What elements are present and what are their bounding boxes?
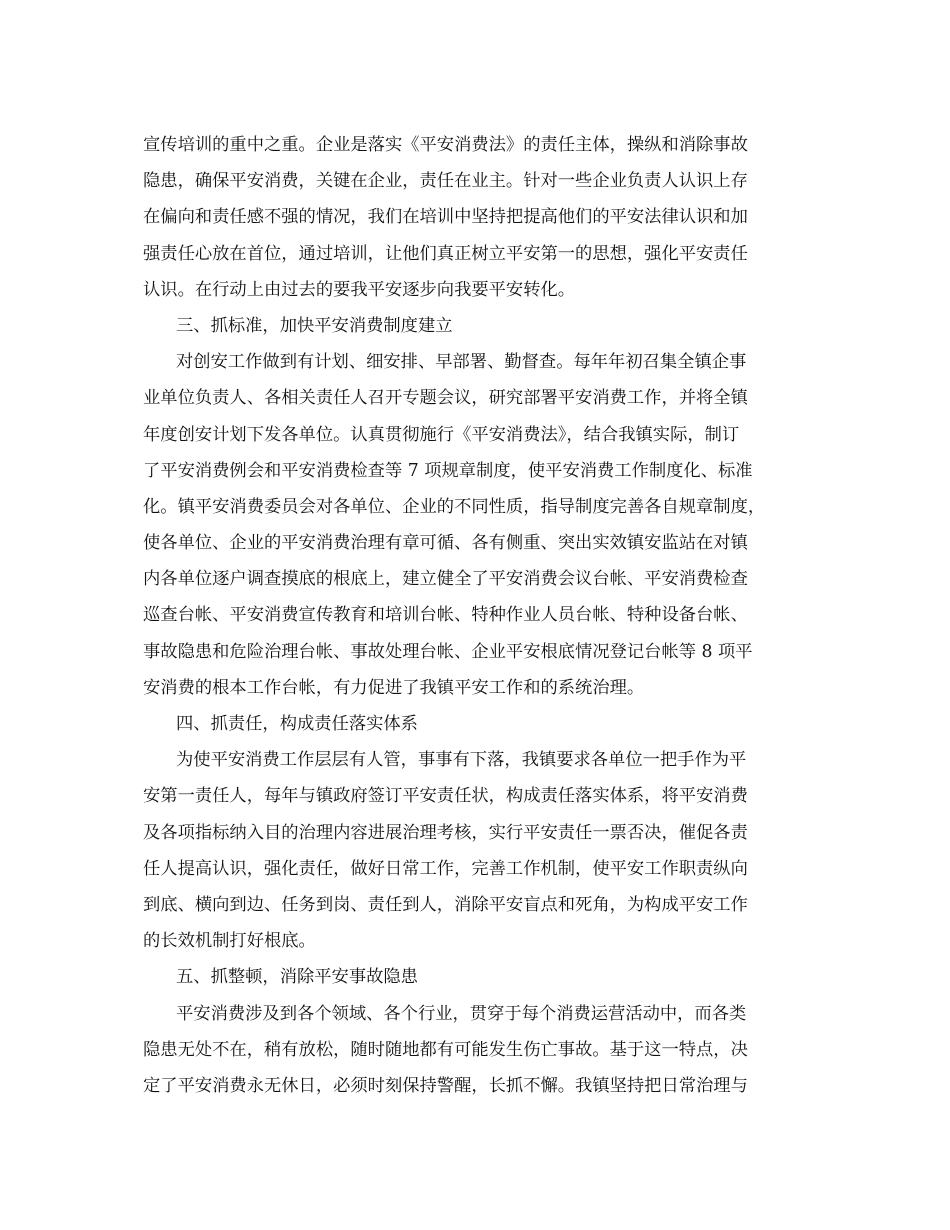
text-line: 化。镇平安消费委员会对各单位、企业的不同性质，指导制度完善各自规章制度， bbox=[143, 496, 766, 517]
text-line: 平安消费涉及到各个领域、各个行业，贯穿于每个消费运营活动中，而各类 bbox=[176, 1003, 747, 1024]
text-line: 业单位负责人、各相关责任人召开专题会议，研究部署平安消费工作，并将全镇 bbox=[143, 388, 748, 409]
text-line: 的长效机制打好根底。 bbox=[143, 931, 316, 952]
text-line: 四、抓责任，构成责任落实体系 bbox=[176, 714, 418, 734]
text-line: 了平安消费例会和平安消费检查等 7 项规章制度，使平安消费工作制度化、标准 bbox=[143, 460, 753, 481]
text-line: 使各单位、企业的平安消费治理有章可循、各有侧重、突出实效镇安监站在对镇 bbox=[143, 533, 748, 554]
text-line: 五、抓整顿，消除平安事故隐患 bbox=[176, 967, 418, 988]
text-line: 巡查台帐、平安消费宣传教育和培训台帐、特种作业人员台帐、特种设备台帐、 bbox=[143, 605, 748, 626]
text-line: 在偏向和责任感不强的情况，我们在培训中坚持把提高他们的平安法律认识和加 bbox=[143, 207, 748, 228]
text-line: 事故隐患和危险治理台帐、事故处理台帐、企业平安根底情况登记台帐等 8 项平 bbox=[143, 641, 753, 662]
text-line: 隐患，确保平安消费，关键在企业，责任在业主。针对一些企业负责人认识上存 bbox=[143, 171, 748, 192]
text-line: 及各项指标纳入目的治理内容进展治理考核，实行平安责任一票否决，催促各责 bbox=[143, 822, 748, 843]
text-line: 内各单位逐户调查摸底的根底上，建立健全了平安消费会议台帐、平安消费检查 bbox=[143, 569, 748, 590]
text-line: 对创安工作做到有计划、细安排、早部署、勤督查。每年年初召集全镇企事 bbox=[176, 352, 747, 373]
text-line: 安消费的根本工作台帐，有力促进了我镇平安工作和的系统治理。 bbox=[143, 677, 645, 698]
text-line: 为使平安消费工作层层有人管，事事有下落，我镇要求各单位一把手作为平 bbox=[176, 750, 747, 771]
text-line: 安第一责任人，每年与镇政府签订平安责任状，构成责任落实体系，将平安消费 bbox=[143, 786, 748, 807]
text-line: 任人提高认识，强化责任，做好日常工作，完善工作机制，使平安工作职责纵向 bbox=[143, 858, 748, 879]
text-line: 宣传培训的重中之重。企业是落实《平安消费法》的责任主体，操纵和消除事故 bbox=[143, 135, 748, 155]
text-line: 认识。在行动上由过去的要我平安逐步向我要平安转化。 bbox=[143, 279, 576, 300]
text-line: 隐患无处不在，稍有放松，随时随地都有可能发生伤亡事故。基于这一特点，决 bbox=[143, 1039, 748, 1060]
text-line: 年度创安计划下发各单位。认真贯彻施行《平安消费法》，结合我镇实际，制订 bbox=[143, 424, 740, 445]
text-line: 定了平安消费永无休日，必须时刻保持警醒，长抓不懈。我镇坚持把日常治理与 bbox=[143, 1075, 748, 1096]
text-line: 强责任心放在首位，通过培训，让他们真正树立平安第一的思想，强化平安责任 bbox=[143, 243, 748, 264]
text-line: 三、抓标准，加快平安消费制度建立 bbox=[176, 315, 453, 336]
document-body bbox=[143, 127, 803, 1104]
text-line: 到底、横向到边、任务到岗、责任到人，消除平安盲点和死角，为构成平安工作 bbox=[143, 894, 748, 915]
